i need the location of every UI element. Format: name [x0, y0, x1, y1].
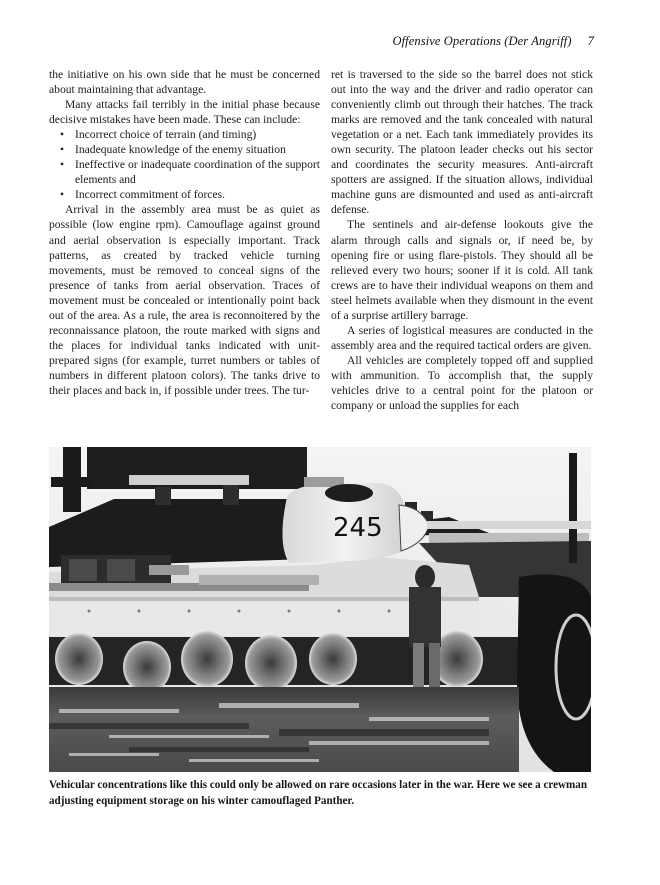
- paragraph: Arrival in the assembly area must be as quiet as possible (low engine rpm). Camouflage against ground and aerial observation is especially important. Track patterns, as created by tracked vehicle turning movements, must be removed to conceal signs of the presence of tanks from aerial observation. Traces of movement must be concealed or intentionally point back out of the area. As a rule, the area is reconnoitered by the reconnaissance platoon, the route marked with signs and the places for individual tanks indicated with unit-prepared signs (for example, turret numbers or tables of numbers in different platoon colors). The tanks drive to their places and back in, if possible under trees. The tur-: [49, 203, 320, 397]
- bullet-item: • Ineffective or inadequate coordination of the support elements and: [49, 157, 320, 187]
- paragraph: the initiative on his own side that he must be concerned about maintaining that advantage.: [49, 68, 320, 97]
- running-head: [392, 34, 594, 49]
- turret-number: 245: [333, 513, 383, 543]
- right-text-column: [331, 67, 593, 413]
- page-number: 7: [587, 34, 594, 48]
- bullet-item: • Incorrect choice of terrain (and timing): [49, 127, 320, 142]
- tank-photograph: [49, 447, 591, 772]
- bullet-list: [49, 127, 320, 202]
- panther-tank-illustration: [49, 447, 591, 772]
- bullet-item: • Incorrect commitment of forces.: [49, 187, 320, 202]
- paragraph: The sentinels and air-defense lookouts give the alarm through calls and signals or, if need be, by opening fire or using flare-pistols. They should all be relieved every two hours; sooner if it is cold. All tank crews are to have their individual weapons on them and steel helmets available when they dismount in the event of a surprise artillery barrage.: [331, 218, 593, 322]
- bullet-item: • Inadequate knowledge of the enemy situation: [49, 142, 320, 157]
- paragraph: Many attacks fail terribly in the initial phase because decisive mistakes have been made. These can include:: [49, 98, 320, 127]
- paragraph: ret is traversed to the side so the barrel does not stick out into the way and the driver and radio operator can conveniently climb out through their hatches. The track marks are removed and the tank concealed with natural vegetation or a net. Each tank immediately provides its own security. The platoon leader checks out his sector and coordinates the security measures. Anti-aircraft spotters are assigned. If the situation allows, individual machine guns are dismounted and used as anti-aircraft defense.: [331, 68, 593, 217]
- left-text-column: [49, 67, 320, 398]
- paragraph: A series of logistical measures are conducted in the assembly area and the required tactical orders are given.: [331, 323, 593, 352]
- running-title: Offensive Operations (Der Angriff): [392, 34, 572, 48]
- paragraph: All vehicles are completely topped off and supplied with ammunition. To accomplish that, the supply vehicles drive to a central point for the platoon or company or unload the supplies for each: [331, 353, 593, 413]
- figure-caption: Vehicular concentrations like this could only be allowed on rare occasions later in the war. Here we see a crewman adjusting equipment storage on his winter camouflaged Panther.: [49, 779, 588, 807]
